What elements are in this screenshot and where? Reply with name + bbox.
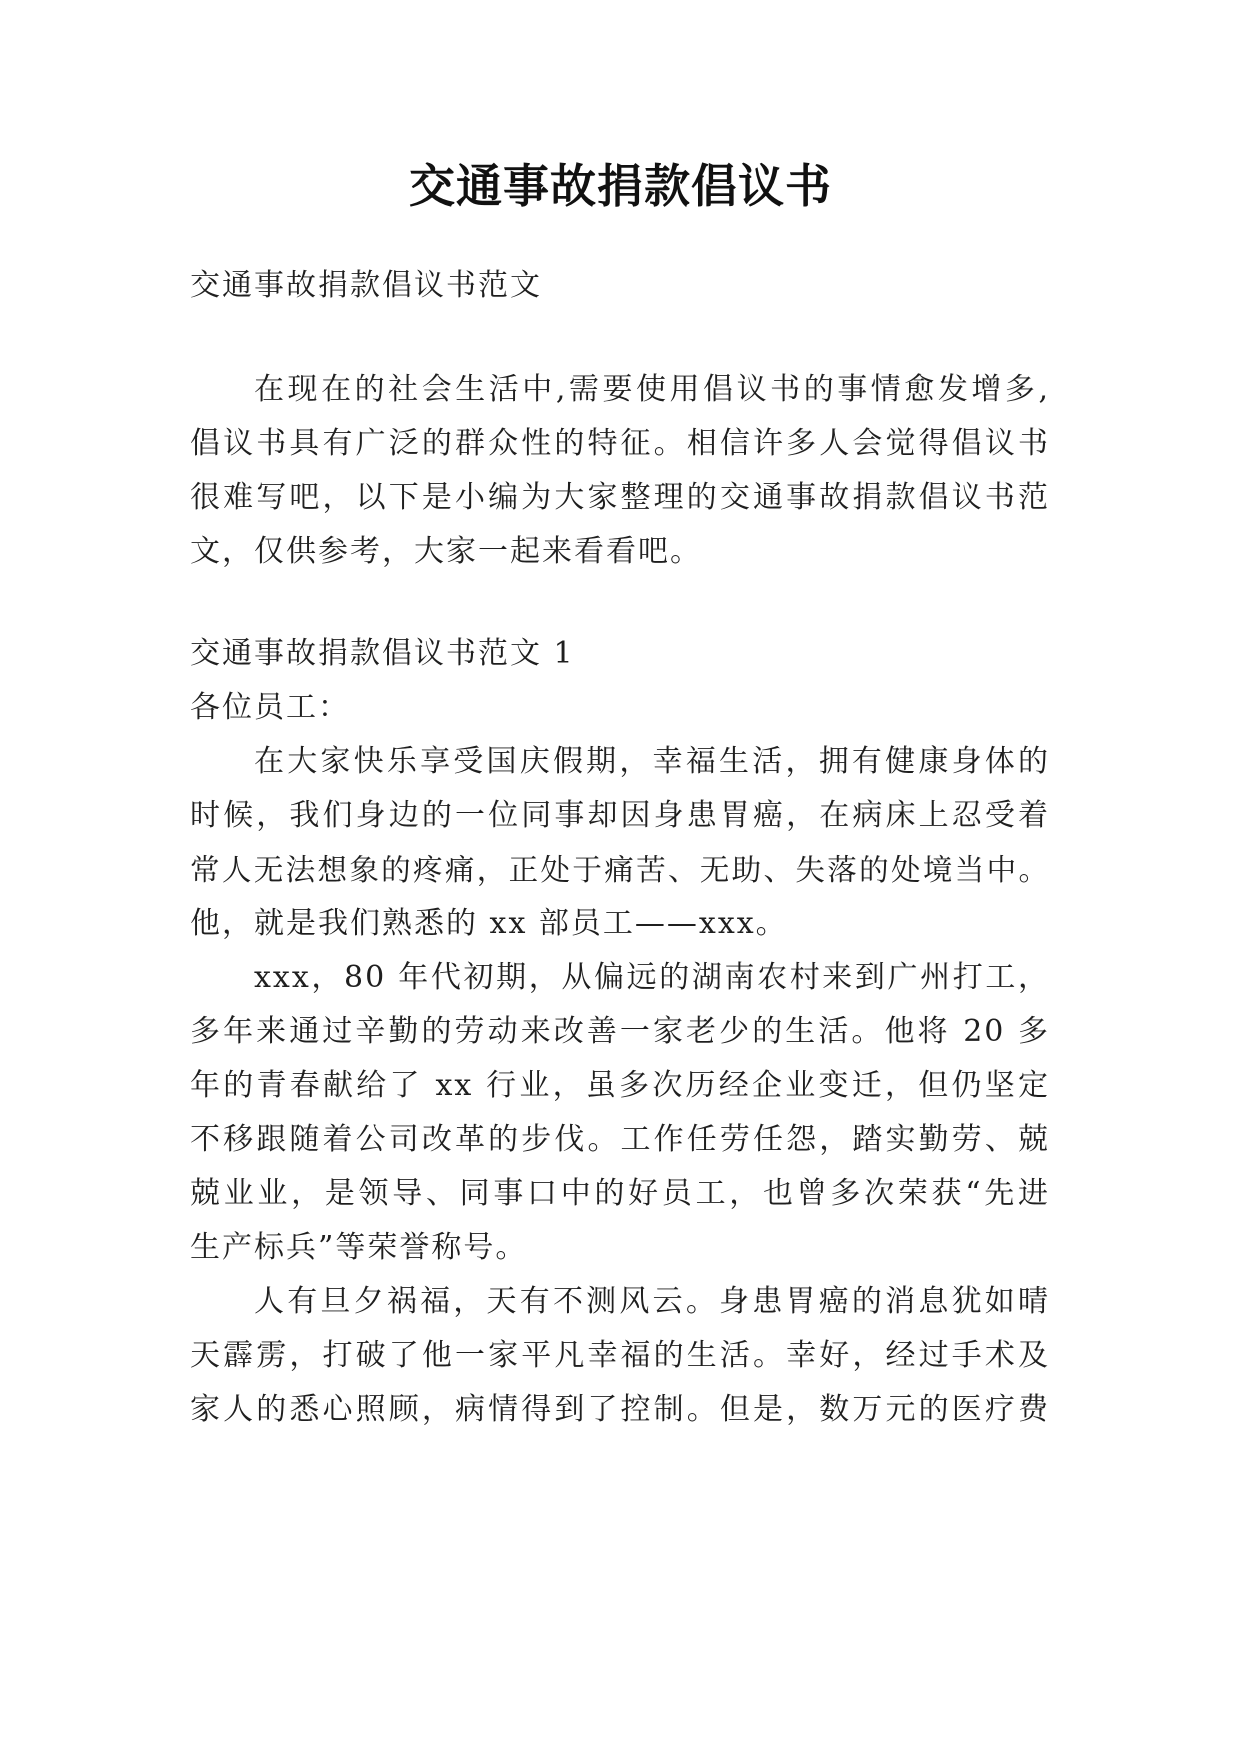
paragraph-line: 常人无法想象的疼痛，正处于痛苦、无助、失落的处境当中。	[190, 853, 1050, 887]
section-heading: 交通事故捐款倡议书范文 1	[190, 636, 575, 671]
paragraph-line: 在大家快乐享受国庆假期，幸福生活，拥有健康身体的	[254, 744, 1050, 779]
paragraph-line: 兢业业，是领导、同事口中的好员工，也曾多次荣获“先进	[190, 1176, 1050, 1211]
salutation: 各位员工：	[190, 690, 350, 725]
paragraph-line: 时候，我们身边的一位同事却因身患胃癌，在病床上忍受着	[190, 798, 1050, 833]
paragraph-line: 生产标兵”等荣誉称号。	[190, 1230, 528, 1265]
document-subtitle: 交通事故捐款倡议书范文	[190, 268, 542, 303]
intro-line: 很难写吧，以下是小编为大家整理的交通事故捐款倡议书范	[190, 480, 1050, 515]
paragraph-line: xxx，80 年代初期，从偏远的湖南农村来到广州打工，	[254, 960, 1050, 995]
paragraph-line: 不移跟随着公司改革的步伐。工作任劳任怨，踏实勤劳、兢	[190, 1122, 1050, 1157]
paragraph-line: 天霹雳，打破了他一家平凡幸福的生活。幸好，经过手术及	[190, 1338, 1050, 1373]
paragraph-line: 家人的悉心照顾，病情得到了控制。但是，数万元的医疗费	[190, 1392, 1050, 1427]
intro-line: 倡议书具有广泛的群众性的特征。相信许多人会觉得倡议书	[190, 426, 1050, 461]
paragraph-line: 年的青春献给了 xx 行业，虽多次历经企业变迁，但仍坚定	[190, 1068, 1050, 1103]
paragraph-line: 他，就是我们熟悉的 xx 部员工——xxx。	[190, 906, 788, 941]
paragraph-line: 人有旦夕祸福，天有不测风云。身患胃癌的消息犹如晴	[254, 1284, 1050, 1319]
document-title: 交通事故捐款倡议书	[409, 159, 832, 213]
intro-line: 在现在的社会生活中,需要使用倡议书的事情愈发增多,	[254, 372, 1050, 407]
paragraph-line: 多年来通过辛勤的劳动来改善一家老少的生活。他将 20 多	[190, 1014, 1050, 1049]
intro-line: 文，仅供参考，大家一起来看看吧。	[190, 534, 702, 569]
